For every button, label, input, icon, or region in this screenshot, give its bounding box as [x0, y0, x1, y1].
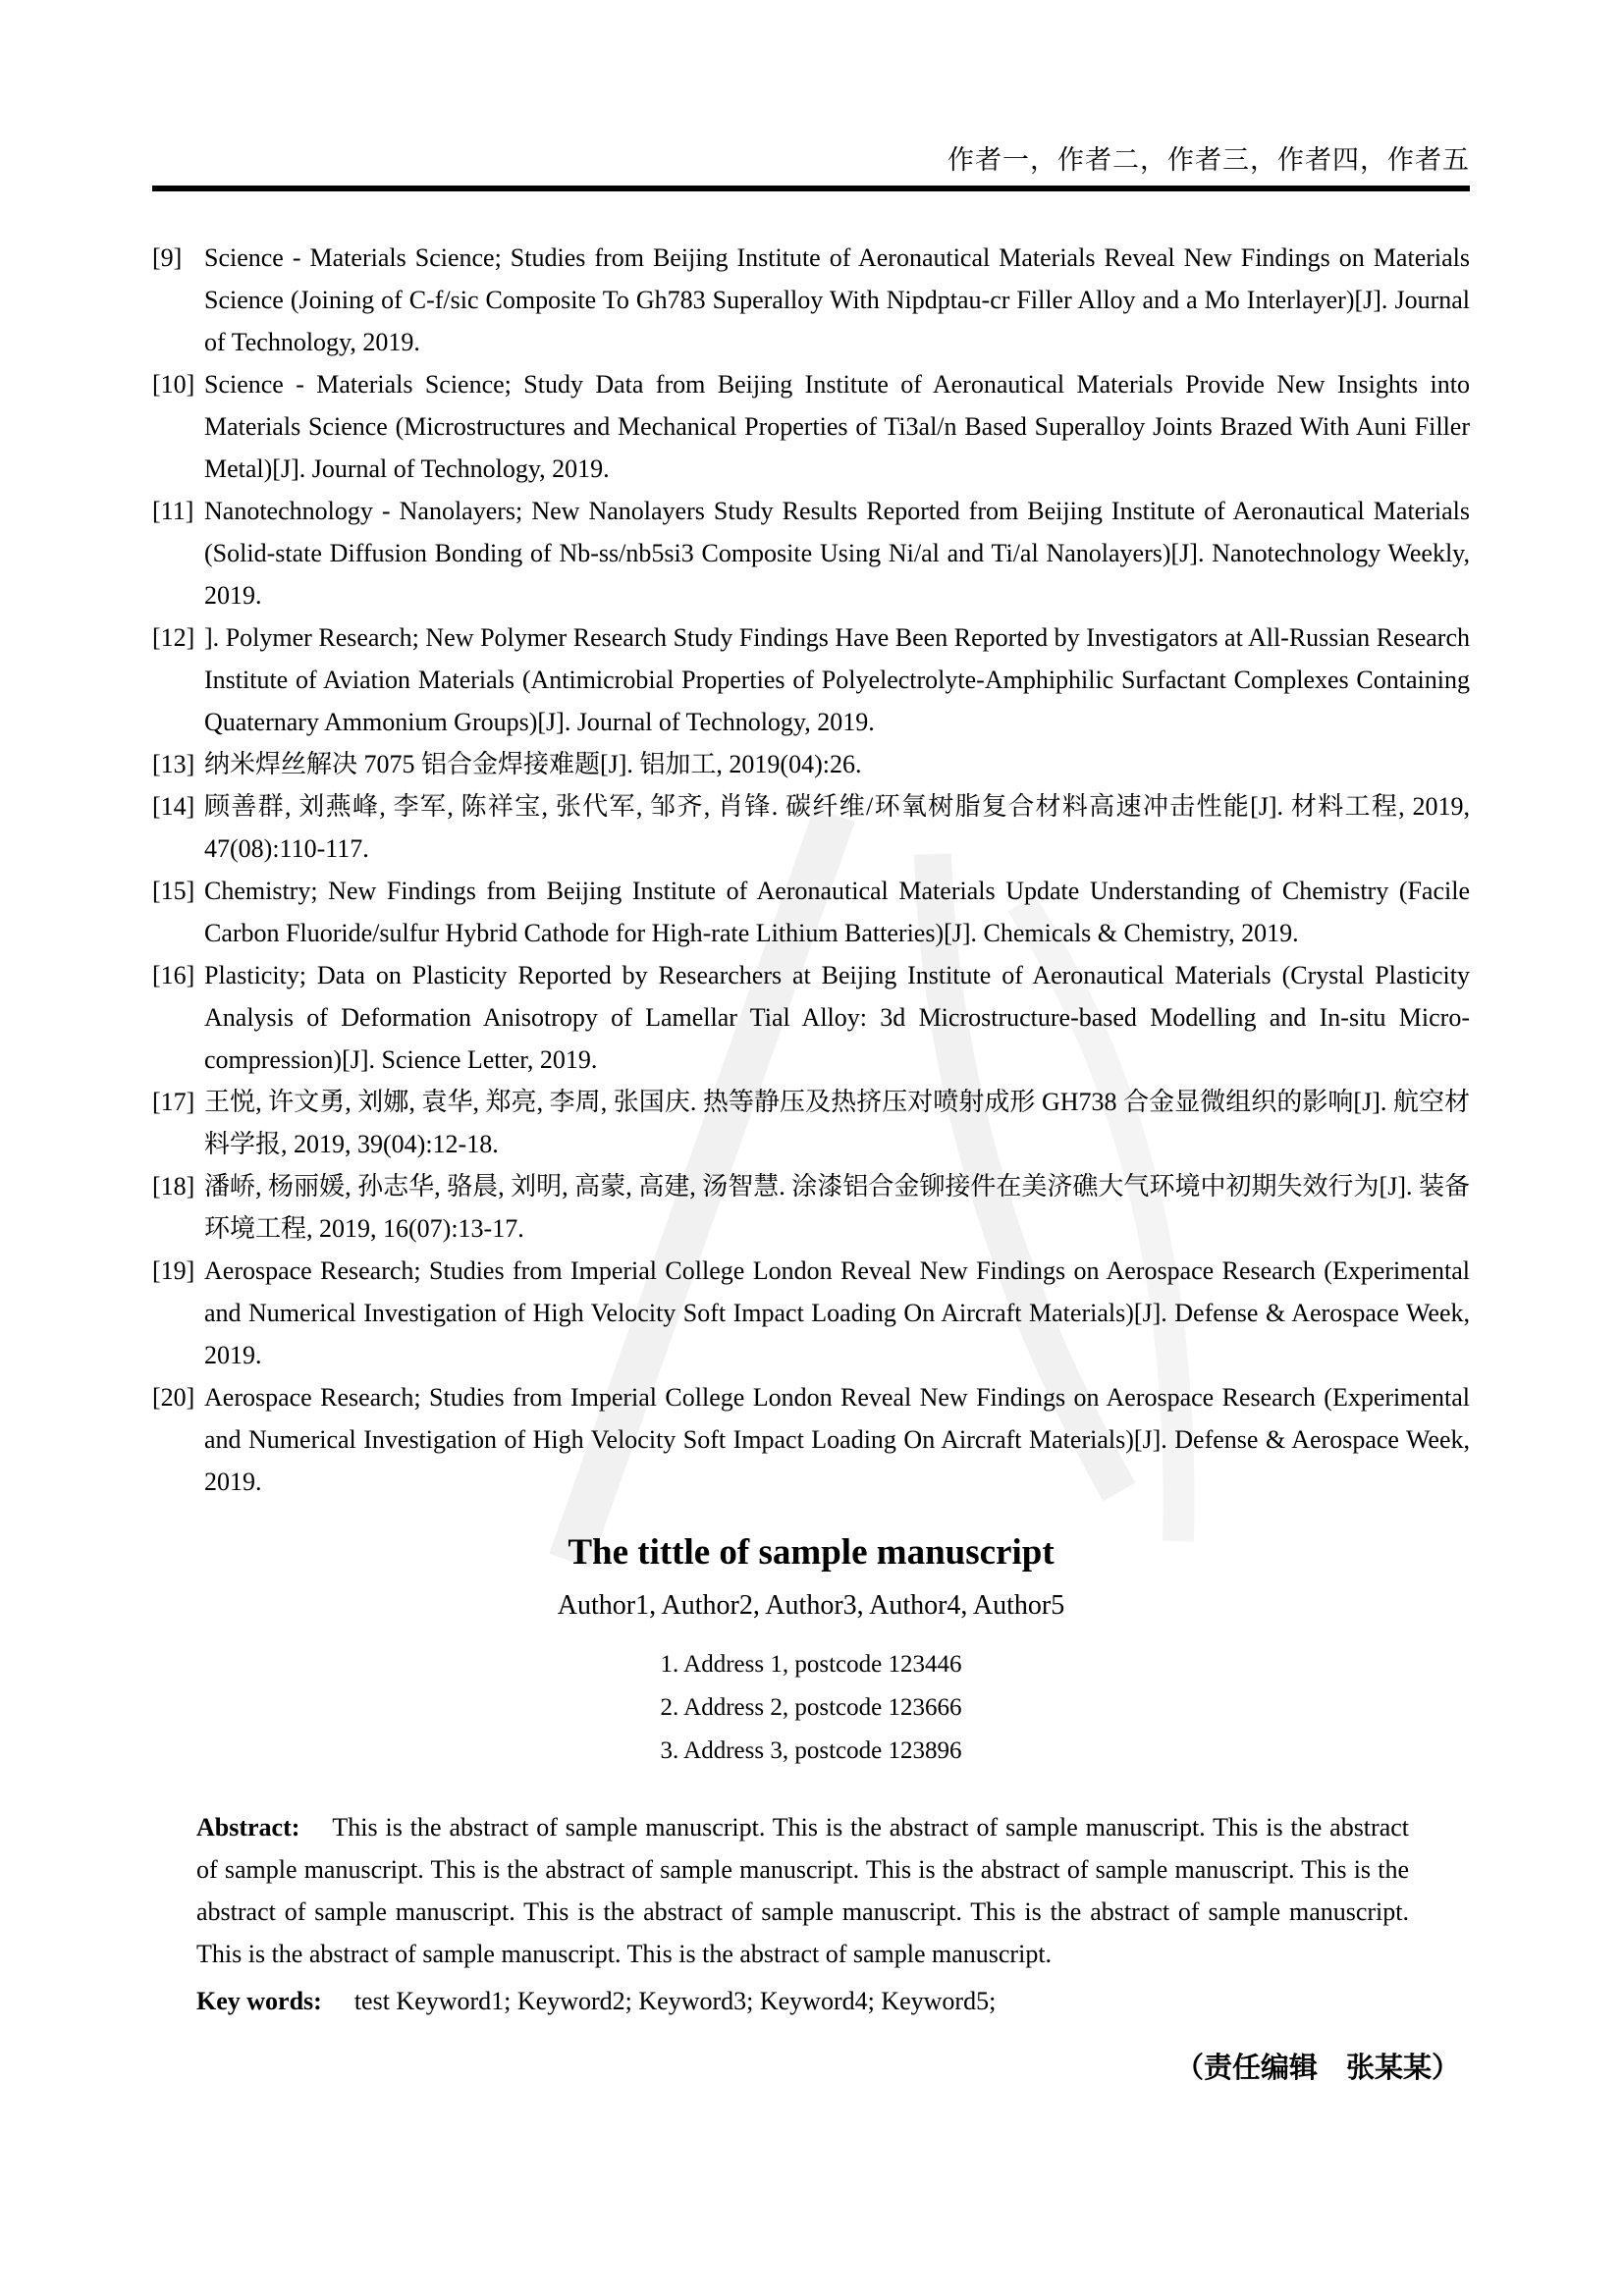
keywords-label: Key words: [196, 1987, 322, 2015]
authors-line: Author1, Author2, Author3, Author4, Author5 [557, 1590, 1065, 1621]
reference-item [152, 237, 1470, 363]
reference-text: Nanotechnology - Nanolayers; New Nanolayers Study Results Reported from Beijing Institute of Aeronautical Materials (Solid-state Diffusion Bonding of Nb-ss/nb5si3 Composite Using Ni/al and Ti/al Nanolayers)[J]. Nanotechnology Weekly, 2019. [204, 497, 1470, 610]
reference-number: [15] [152, 877, 195, 905]
reference-number: [18] [152, 1172, 195, 1201]
address-line: 2. Address 2, postcode 123666 [660, 1694, 962, 1721]
responsible-editor-note: （责任编辑 张某某） [1174, 2053, 1460, 2084]
address-line: 3. Address 3, postcode 123896 [660, 1737, 962, 1764]
running-head-authors: 作者一，作者二，作者三，作者四，作者五 [947, 145, 1470, 175]
reference-number: [12] [152, 623, 195, 652]
reference-item [152, 363, 1470, 490]
reference-number: [14] [152, 792, 195, 821]
header-rule [152, 186, 1470, 191]
reference-item [152, 616, 1470, 743]
page-header [152, 143, 1470, 191]
title-block [152, 1530, 1470, 1773]
reference-item [152, 785, 1470, 870]
abstract-label: Abstract: [196, 1813, 300, 1842]
reference-number: [19] [152, 1256, 195, 1285]
reference-item [152, 1250, 1470, 1376]
keywords-line [196, 1980, 1409, 2022]
address-list [152, 1643, 1470, 1773]
reference-text: 潘峤, 杨丽媛, 孙志华, 骆晨, 刘明, 高蒙, 高建, 汤智慧. 涂漆铝合金铆接件在美济礁大气环境中初期失效行为[J]. 装备环境工程, 2019, 16(07):13-17. [204, 1172, 1470, 1243]
reference-list [152, 237, 1470, 1503]
abstract-block [196, 1806, 1409, 2022]
reference-item [152, 1165, 1470, 1250]
keywords-text: test Keyword1; Keyword2; Keyword3; Keyword4; Keyword5; [353, 1987, 997, 2015]
abstract-text: This is the abstract of sample manuscript. This is the abstract of sample manuscript. This is the abstract of sample manuscript. This is the abstract of sample manuscript. This is the abstract of sample manuscript. This is the abstract of sample manuscript. This is the abstract of sample manuscript. This is the abstract of sample manuscript. This is the abstract of sample manuscript. This is the abstract of sample manuscript. [196, 1813, 1409, 1968]
reference-item [152, 490, 1470, 616]
reference-text: Aerospace Research; Studies from Imperial College London Reveal New Findings on Aerospace Research (Experimental and Numerical Investigation of High Velocity Soft Impact Loading On Aircraft Materials)[J]. Defense & Aerospace Week, 2019. [204, 1383, 1470, 1496]
reference-number: [16] [152, 961, 195, 989]
reference-item [152, 743, 1470, 785]
reference-number: [17] [152, 1088, 195, 1116]
reference-number: [10] [152, 370, 195, 399]
reference-item [152, 954, 1470, 1081]
reference-text: Science - Materials Science; Studies from Beijing Institute of Aeronautical Materials Reveal New Findings on Materials Science (Joining of C-f/sic Composite To Gh783 Superalloy With Nipdptau-cr Filler Alloy and a Mo Interlayer)[J]. Journal of Technology, 2019. [204, 243, 1470, 356]
reference-number: [20] [152, 1383, 195, 1412]
reference-number: [11] [152, 497, 194, 525]
reference-text: ]. Polymer Research; New Polymer Research Study Findings Have Been Reported by Investigators at All-Russian Research Institute of Aviation Materials (Antimicrobial Properties of Polyelectrolyte-Amphiphilic Surfactant Complexes Containing Quaternary Ammonium Groups)[J]. Journal of Technology, 2019. [204, 623, 1470, 736]
reference-text: Science - Materials Science; Study Data from Beijing Institute of Aeronautical Materials Provide New Insights into Materials Science (Microstructures and Mechanical Properties of Ti3al/n Based Superalloy Joints Brazed With Auni Filler Metal)[J]. Journal of Technology, 2019. [204, 370, 1470, 483]
reference-item [152, 1081, 1470, 1165]
reference-text: 王悦, 许文勇, 刘娜, 袁华, 郑亮, 李周, 张国庆. 热等静压及热挤压对喷射成形 GH738 合金显微组织的影响[J]. 航空材料学报, 2019, 39(04):12-18. [204, 1088, 1470, 1158]
abstract-paragraph [196, 1806, 1409, 1975]
reference-text: Aerospace Research; Studies from Imperial College London Reveal New Findings on Aerospace Research (Experimental and Numerical Investigation of High Velocity Soft Impact Loading On Aircraft Materials)[J]. Defense & Aerospace Week, 2019. [204, 1256, 1470, 1369]
reference-number: [13] [152, 750, 195, 778]
reference-text: Plasticity; Data on Plasticity Reported by Researchers at Beijing Institute of Aeronautical Materials (Crystal Plasticity Analysis of Deformation Anisotropy of Lamellar Tial Alloy: 3d Microstructure-based Modelling and In-situ Micro-compression)[J]. Science Letter, 2019. [204, 961, 1470, 1074]
reference-text: Chemistry; New Findings from Beijing Institute of Aeronautical Materials Update Understanding of Chemistry (Facile Carbon Fluoride/sulfur Hybrid Cathode for High-rate Lithium Batteries)[J]. Chemicals & Chemistry, 2019. [204, 877, 1470, 947]
reference-item [152, 1376, 1470, 1503]
address-line: 1. Address 1, postcode 123446 [660, 1651, 962, 1678]
reference-text: 纳米焊丝解决 7075 铝合金焊接难题[J]. 铝加工, 2019(04):26. [204, 750, 862, 778]
page-title: The tittle of sample manuscript [568, 1532, 1055, 1573]
reference-number: [9] [152, 243, 183, 272]
reference-item [152, 870, 1470, 954]
reference-text: 顾善群, 刘燕峰, 李军, 陈祥宝, 张代军, 邹齐, 肖锋. 碳纤维/环氧树脂复合材料高速冲击性能[J]. 材料工程, 2019, 47(08):110-117. [204, 792, 1470, 863]
